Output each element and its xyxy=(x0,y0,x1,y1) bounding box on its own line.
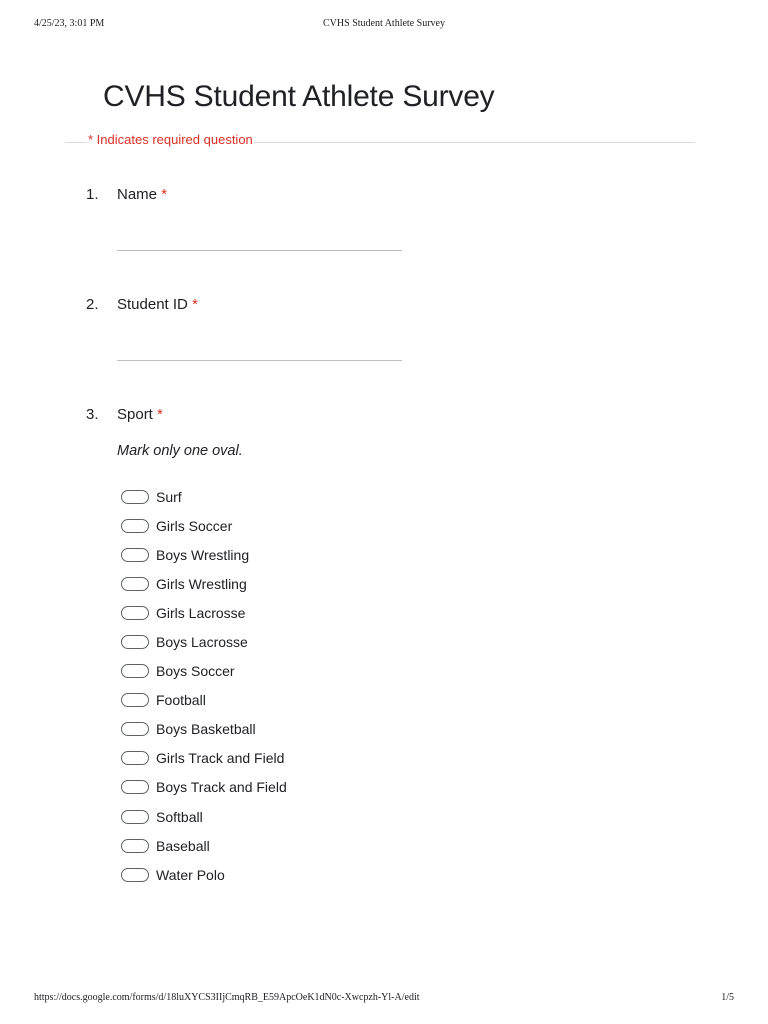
radio-oval[interactable] xyxy=(121,548,149,562)
sport-option-girls-soccer[interactable] xyxy=(121,511,287,540)
question-1-number: 1. xyxy=(86,186,99,203)
sport-option-girls-wrestling[interactable] xyxy=(121,569,287,598)
option-label: Baseball xyxy=(156,837,210,854)
option-label: Softball xyxy=(156,808,203,825)
option-label: Boys Wrestling xyxy=(156,546,250,563)
question-1-label xyxy=(117,186,167,203)
required-asterisk: * xyxy=(157,406,163,423)
radio-oval[interactable] xyxy=(121,839,149,853)
name-answer-field[interactable] xyxy=(117,250,402,251)
sport-options-list xyxy=(121,482,287,889)
option-label: Football xyxy=(156,692,206,709)
print-doc-title: CVHS Student Athlete Survey xyxy=(323,18,445,29)
required-asterisk: * xyxy=(161,186,168,203)
radio-oval[interactable] xyxy=(121,810,149,824)
sport-option-football[interactable] xyxy=(121,686,287,715)
print-datetime: 4/25/23, 3:01 PM xyxy=(34,18,105,29)
required-asterisk: * xyxy=(192,296,198,313)
sport-option-baseball[interactable] xyxy=(121,831,287,860)
sport-option-surf[interactable] xyxy=(121,482,287,511)
sport-option-boys-lacrosse[interactable] xyxy=(121,627,287,656)
option-label: Girls Wrestling xyxy=(156,575,247,592)
sport-option-boys-basketball[interactable] xyxy=(121,715,287,744)
print-footer xyxy=(0,992,768,1006)
form-title: CVHS Student Athlete Survey xyxy=(103,80,495,113)
radio-oval[interactable] xyxy=(121,722,149,736)
question-2-label xyxy=(117,296,198,313)
radio-oval[interactable] xyxy=(121,751,149,765)
radio-oval[interactable] xyxy=(121,868,149,882)
question-2-text: Student ID xyxy=(117,296,188,313)
radio-oval[interactable] xyxy=(121,664,149,678)
radio-oval[interactable] xyxy=(121,635,149,649)
option-label: Girls Soccer xyxy=(156,517,233,534)
option-label: Boys Soccer xyxy=(156,663,235,680)
option-label: Girls Lacrosse xyxy=(156,604,246,621)
radio-oval[interactable] xyxy=(121,606,149,620)
option-label: Water Polo xyxy=(156,866,225,883)
sport-option-softball[interactable] xyxy=(121,802,287,831)
question-3-label xyxy=(117,406,163,423)
question-3-number: 3. xyxy=(86,406,99,423)
sport-option-girls-lacrosse[interactable] xyxy=(121,598,287,627)
sport-instruction: Mark only one oval. xyxy=(117,443,243,459)
print-header xyxy=(0,18,768,32)
option-label: Boys Basketball xyxy=(156,721,256,738)
radio-oval[interactable] xyxy=(121,519,149,533)
radio-oval[interactable] xyxy=(121,490,149,504)
required-note: * Indicates required question xyxy=(88,132,253,147)
option-label: Boys Lacrosse xyxy=(156,634,248,651)
question-1-text: Name xyxy=(117,186,158,203)
question-3-text: Sport xyxy=(117,406,153,423)
sport-option-girls-track-and-field[interactable] xyxy=(121,744,287,773)
print-page-number: 1/5 xyxy=(721,992,734,1003)
print-url: https://docs.google.com/forms/d/18luXYCS3IIjCmqRB_E59ApcOeK1dN0c-Xwcpzh-Yl-A/edit xyxy=(34,992,420,1003)
sport-option-boys-wrestling[interactable] xyxy=(121,540,287,569)
sport-option-boys-soccer[interactable] xyxy=(121,657,287,686)
question-2-number: 2. xyxy=(86,296,99,313)
radio-oval[interactable] xyxy=(121,780,149,794)
radio-oval[interactable] xyxy=(121,577,149,591)
sport-option-water-polo[interactable] xyxy=(121,860,287,889)
option-label: Boys Track and Field xyxy=(156,779,287,796)
student-id-answer-field[interactable] xyxy=(117,360,402,361)
option-label: Girls Track and Field xyxy=(156,750,285,767)
option-label: Surf xyxy=(156,488,182,505)
sport-option-boys-track-and-field[interactable] xyxy=(121,773,287,802)
radio-oval[interactable] xyxy=(121,693,149,707)
